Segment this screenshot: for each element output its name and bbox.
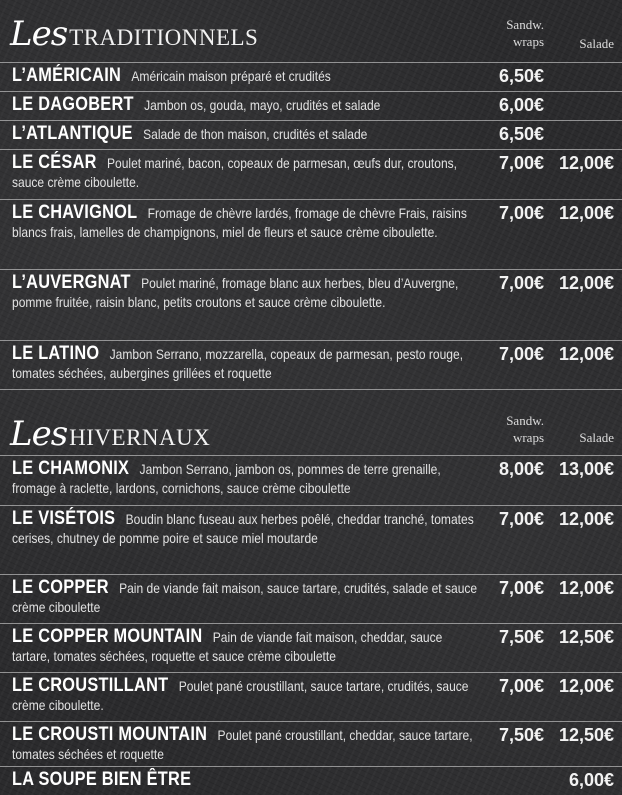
menu-item-chamonix	[0, 455, 622, 505]
menu-item-latino	[0, 340, 622, 390]
item-name: LE CHAVIGNOL	[12, 202, 138, 223]
price-sandwich: 8,00€	[498, 459, 544, 479]
item-name: L’ATLANTIQUE	[12, 123, 133, 144]
column-header-sandwich-line1: Sandw.	[506, 17, 544, 32]
item-name: LE LATINO	[12, 343, 100, 364]
item-name: LE CROUSTI MOUNTAIN	[12, 724, 208, 745]
item-name: LE DAGOBERT	[12, 94, 134, 115]
menu-item-soupe-bien-etre	[0, 766, 622, 795]
price-sandwich: 6,50€	[498, 124, 544, 144]
price-sandwich: 7,00€	[498, 153, 544, 173]
price-salade: 12,00€	[558, 153, 614, 173]
price-sandwich: 7,00€	[498, 676, 544, 696]
price-salade: 12,00€	[558, 509, 614, 529]
section-hivernaux	[0, 398, 622, 456]
item-desc: Poulet pané croustillant, cheddar, sauce tartare, tomates séchées et roquette	[12, 727, 473, 762]
item-desc: Boudin blanc fuseau aux herbes poêlé, cheddar tranché, tomates cerises, chutney de pomme poire et sauce miel moutarde	[12, 511, 474, 546]
item-desc: Poulet mariné, bacon, copeaux de parmesan, œufs dur, croutons, sauce crème ciboulette.	[12, 155, 458, 190]
item-name: LE COPPER MOUNTAIN	[12, 626, 203, 647]
section-title	[10, 14, 258, 54]
menu-item-auvergnat	[0, 269, 622, 340]
column-header-sandwich-line1: Sandw.	[506, 413, 544, 428]
price-salade: 12,00€	[558, 273, 614, 293]
item-desc: Jambon Serrano, mozzarella, copeaux de parmesan, pesto rouge, tomates séchées, aubergines grillées et roquette	[12, 346, 464, 381]
menu-item-croustillant	[0, 672, 622, 721]
price-salade: 6,00€	[568, 770, 614, 790]
menu-item-atlantique	[0, 120, 622, 149]
item-desc: Poulet mariné, fromage blanc aux herbes, bleu d’Auvergne, pomme fruitée, raisin blanc, petits croutons et sauce crème ciboulette.	[12, 275, 459, 310]
price-sandwich: 7,00€	[498, 273, 544, 293]
item-desc: Jambon os, gouda, mayo, crudités et salade	[144, 97, 381, 113]
menu-item-chavignol	[0, 199, 622, 269]
item-name: LA SOUPE BIEN ÊTRE	[12, 769, 192, 790]
item-name: LE CHAMONIX	[12, 458, 130, 479]
price-salade: 12,00€	[558, 578, 614, 598]
section-header	[0, 0, 622, 58]
item-desc: Salade de thon maison, crudités et salade	[143, 126, 368, 142]
item-name: LE VISÉTOIS	[12, 508, 116, 529]
menu-item-americain	[0, 62, 622, 91]
price-salade: 13,00€	[558, 459, 614, 479]
price-sandwich: 6,00€	[498, 95, 544, 115]
menu-item-copper-mountain	[0, 623, 622, 672]
menu-item-dagobert	[0, 91, 622, 120]
menu-item-visetois	[0, 505, 622, 574]
price-salade: 12,00€	[558, 344, 614, 364]
item-name: LE CROUSTILLANT	[12, 675, 169, 696]
item-name: LE COPPER	[12, 577, 109, 598]
item-name: L’AMÉRICAIN	[12, 65, 122, 86]
item-name: LE CÉSAR	[12, 152, 97, 173]
price-sandwich: 7,00€	[498, 578, 544, 598]
price-salade: 12,00€	[558, 676, 614, 696]
section-title-caps: HIVERNAUX	[69, 425, 211, 450]
price-sandwich: 7,00€	[498, 509, 544, 529]
item-name: L’AUVERGNAT	[12, 272, 131, 293]
item-desc: Américain maison préparé et crudités	[131, 68, 331, 84]
menu-item-cesar	[0, 149, 622, 199]
item-desc: Fromage de chèvre lardés, fromage de chèvre Frais, raisins blancs frais, lamelles de champignons, miel de fleurs et sauce crème ciboulette.	[12, 205, 467, 240]
section-title-script: Les	[10, 414, 68, 454]
price-salade: 12,00€	[558, 203, 614, 223]
menu-item-crousti-mountain	[0, 721, 622, 766]
item-desc: Poulet pané croustillant, sauce tartare, crudités, sauce crème ciboulette.	[12, 678, 469, 713]
price-sandwich: 6,50€	[498, 66, 544, 86]
item-desc: Jambon Serrano, jambon os, pommes de terre grenaille, fromage à raclette, lardons, cornichons, sauce crème ciboulette	[12, 461, 441, 496]
price-sandwich: 7,00€	[498, 203, 544, 223]
column-header-sandwich-line2: wraps	[512, 430, 544, 445]
section-header	[0, 398, 622, 456]
section-title-caps: TRADITIONNELS	[69, 25, 259, 50]
item-desc: Pain de viande fait maison, cheddar, sauce tartare, tomates séchées, roquette et sauce crème ciboulette	[12, 629, 443, 664]
price-sandwich: 7,50€	[498, 627, 544, 647]
price-sandwich: 7,00€	[498, 344, 544, 364]
menu-item-copper	[0, 574, 622, 623]
section-traditionnels	[0, 0, 622, 58]
section-title	[10, 414, 210, 454]
price-salade: 12,50€	[558, 627, 614, 647]
price-sandwich: 7,50€	[498, 725, 544, 745]
section-title-script: Les	[10, 14, 68, 54]
column-header-sandwich	[464, 16, 544, 50]
price-salade: 12,50€	[558, 725, 614, 745]
column-header-salade: Salade	[579, 430, 614, 445]
column-header-salade: Salade	[579, 36, 614, 51]
item-desc: Pain de viande fait maison, sauce tartare, crudités, salade et sauce crème ciboulette	[12, 580, 478, 615]
column-header-sandwich-line2: wraps	[512, 34, 544, 49]
column-header-sandwich	[464, 412, 544, 446]
